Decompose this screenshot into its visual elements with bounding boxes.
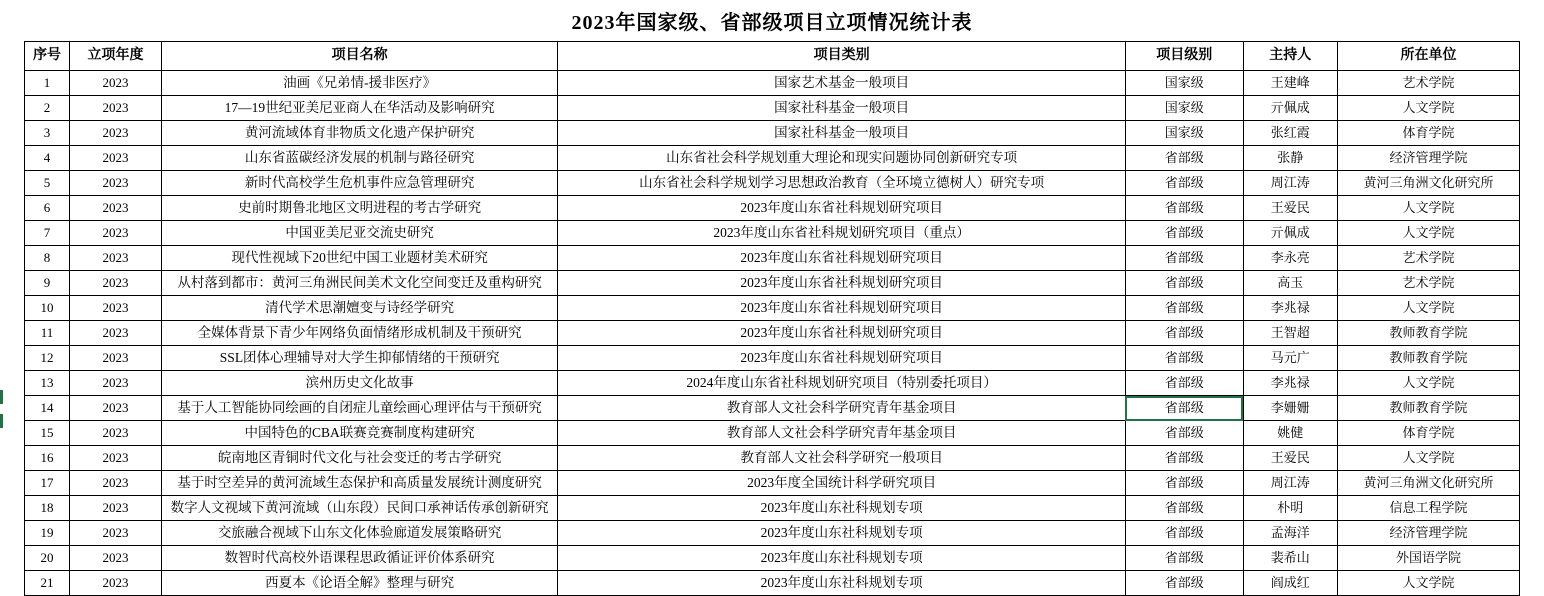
cell-host[interactable]: 王爱民 xyxy=(1243,446,1337,471)
table-row[interactable] xyxy=(25,146,1520,171)
cell-project-name[interactable]: 西夏本《论语全解》整理与研究 xyxy=(162,571,558,596)
cell-host[interactable]: 亓佩成 xyxy=(1243,221,1337,246)
cell-year[interactable]: 2023 xyxy=(69,521,161,546)
cell-project-level[interactable]: 省部级 xyxy=(1125,571,1243,596)
column-header-project-level: 项目级别 xyxy=(1125,42,1243,71)
table-row[interactable] xyxy=(25,196,1520,221)
cell-project-name[interactable]: SSL团体心理辅导对大学生抑郁情绪的干预研究 xyxy=(162,346,558,371)
cell-project-category[interactable]: 教育部人文社会科学研究青年基金项目 xyxy=(558,396,1126,421)
table-row[interactable] xyxy=(25,446,1520,471)
cell-project-level[interactable]: 省部级 xyxy=(1125,321,1243,346)
cell-host[interactable]: 张静 xyxy=(1243,146,1337,171)
cell-year[interactable]: 2023 xyxy=(69,396,161,421)
cell-year[interactable]: 2023 xyxy=(69,221,161,246)
cell-project-category[interactable]: 2023年度山东省社科规划研究项目 xyxy=(558,346,1126,371)
cell-project-level[interactable]: 省部级 xyxy=(1125,196,1243,221)
cell-seq[interactable]: 5 xyxy=(25,171,70,196)
cell-project-level[interactable]: 省部级 xyxy=(1125,371,1243,396)
cell-project-name[interactable]: 皖南地区青铜时代文化与社会变迁的考古学研究 xyxy=(162,446,558,471)
cell-year[interactable]: 2023 xyxy=(69,96,161,121)
cell-year[interactable]: 2023 xyxy=(69,571,161,596)
cell-year[interactable]: 2023 xyxy=(69,346,161,371)
cell-project-category[interactable]: 国家社科基金一般项目 xyxy=(558,121,1126,146)
cell-seq[interactable]: 15 xyxy=(25,421,70,446)
cell-seq[interactable]: 14 xyxy=(25,396,70,421)
cell-project-name[interactable]: 黄河流域体育非物质文化遗产保护研究 xyxy=(162,121,558,146)
cell-seq[interactable]: 18 xyxy=(25,496,70,521)
cell-year[interactable]: 2023 xyxy=(69,171,161,196)
cell-year[interactable]: 2023 xyxy=(69,471,161,496)
cell-host[interactable]: 李永亮 xyxy=(1243,246,1337,271)
table-row[interactable] xyxy=(25,421,1520,446)
table-header-row xyxy=(25,42,1520,71)
cell-seq[interactable]: 7 xyxy=(25,221,70,246)
cell-project-category[interactable]: 国家艺术基金一般项目 xyxy=(558,71,1126,96)
cell-seq[interactable]: 1 xyxy=(25,71,70,96)
cell-project-category[interactable]: 2023年度山东社科规划专项 xyxy=(558,546,1126,571)
cell-unit[interactable]: 人文学院 xyxy=(1337,196,1519,221)
cell-project-level[interactable]: 省部级 xyxy=(1125,421,1243,446)
row-marker xyxy=(0,390,3,404)
column-header-project-name: 项目名称 xyxy=(162,42,558,71)
cell-unit[interactable]: 体育学院 xyxy=(1337,121,1519,146)
cell-host[interactable]: 王爱民 xyxy=(1243,196,1337,221)
column-header-host: 主持人 xyxy=(1243,42,1337,71)
cell-project-name[interactable]: 史前时期鲁北地区文明进程的考古学研究 xyxy=(162,196,558,221)
cell-host[interactable]: 姚健 xyxy=(1243,421,1337,446)
cell-unit[interactable]: 人文学院 xyxy=(1337,571,1519,596)
table-row[interactable] xyxy=(25,121,1520,146)
cell-project-level[interactable]: 省部级 xyxy=(1125,246,1243,271)
cell-seq[interactable]: 11 xyxy=(25,321,70,346)
cell-project-name[interactable]: 从村落到都市：黄河三角洲民间美术文化空间变迁及重构研究 xyxy=(162,271,558,296)
cell-host[interactable]: 马元广 xyxy=(1243,346,1337,371)
cell-project-name[interactable]: 全媒体背景下青少年网络负面情绪形成机制及干预研究 xyxy=(162,321,558,346)
cell-project-level[interactable]: 省部级 xyxy=(1125,446,1243,471)
cell-seq[interactable]: 16 xyxy=(25,446,70,471)
table-row[interactable] xyxy=(25,171,1520,196)
cell-project-category[interactable]: 2023年度山东社科规划专项 xyxy=(558,571,1126,596)
cell-year[interactable]: 2023 xyxy=(69,121,161,146)
cell-year[interactable]: 2023 xyxy=(69,196,161,221)
cell-unit[interactable]: 人文学院 xyxy=(1337,96,1519,121)
cell-project-category[interactable]: 2024年度山东省社科规划研究项目（特别委托项目） xyxy=(558,371,1126,396)
table-row[interactable] xyxy=(25,521,1520,546)
table-row[interactable] xyxy=(25,271,1520,296)
cell-project-name[interactable]: 滨州历史文化故事 xyxy=(162,371,558,396)
cell-host[interactable]: 周江涛 xyxy=(1243,471,1337,496)
cell-year[interactable]: 2023 xyxy=(69,421,161,446)
cell-host[interactable]: 王建峰 xyxy=(1243,71,1337,96)
cell-unit[interactable]: 黄河三角洲文化研究所 xyxy=(1337,171,1519,196)
cell-project-category[interactable]: 2023年度山东省社科规划研究项目 xyxy=(558,321,1126,346)
table-row[interactable] xyxy=(25,346,1520,371)
cell-unit[interactable]: 外国语学院 xyxy=(1337,546,1519,571)
cell-unit[interactable]: 人文学院 xyxy=(1337,296,1519,321)
table-row[interactable] xyxy=(25,371,1520,396)
cell-unit[interactable]: 信息工程学院 xyxy=(1337,496,1519,521)
cell-host[interactable]: 亓佩成 xyxy=(1243,96,1337,121)
cell-seq[interactable]: 12 xyxy=(25,346,70,371)
cell-project-name[interactable]: 基于时空差异的黄河流域生态保护和高质量发展统计测度研究 xyxy=(162,471,558,496)
cell-unit[interactable]: 教师教育学院 xyxy=(1337,321,1519,346)
cell-project-level[interactable]: 省部级 xyxy=(1125,271,1243,296)
cell-year[interactable]: 2023 xyxy=(69,146,161,171)
cell-project-category[interactable]: 山东省社会科学规划重大理论和现实问题协同创新研究专项 xyxy=(558,146,1126,171)
table-row[interactable] xyxy=(25,246,1520,271)
cell-project-name[interactable]: 17—19世纪亚美尼亚商人在华活动及影响研究 xyxy=(162,96,558,121)
row-marker xyxy=(0,414,3,428)
table-row[interactable] xyxy=(25,496,1520,521)
cell-project-category[interactable]: 山东省社会科学规划学习思想政治教育（全环境立德树人）研究专项 xyxy=(558,171,1126,196)
cell-project-level[interactable]: 国家级 xyxy=(1125,96,1243,121)
cell-host[interactable]: 李兆禄 xyxy=(1243,371,1337,396)
cell-project-category[interactable]: 教育部人文社会科学研究青年基金项目 xyxy=(558,421,1126,446)
cell-project-category[interactable]: 2023年度山东省社科规划研究项目 xyxy=(558,246,1126,271)
cell-project-name[interactable]: 山东省蓝碳经济发展的机制与路径研究 xyxy=(162,146,558,171)
cell-seq[interactable]: 4 xyxy=(25,146,70,171)
table-row[interactable] xyxy=(25,471,1520,496)
cell-seq[interactable]: 21 xyxy=(25,571,70,596)
cell-unit[interactable]: 人文学院 xyxy=(1337,221,1519,246)
cell-project-category[interactable]: 2023年度山东省社科规划研究项目（重点） xyxy=(558,221,1126,246)
cell-seq[interactable]: 19 xyxy=(25,521,70,546)
table-row[interactable] xyxy=(25,546,1520,571)
cell-project-category[interactable]: 教育部人文社会科学研究一般项目 xyxy=(558,446,1126,471)
cell-project-category[interactable]: 2023年度山东社科规划专项 xyxy=(558,521,1126,546)
table-header xyxy=(25,42,1520,71)
cell-unit[interactable]: 人文学院 xyxy=(1337,371,1519,396)
table-body xyxy=(25,71,1520,596)
cell-year[interactable]: 2023 xyxy=(69,296,161,321)
cell-unit[interactable]: 体育学院 xyxy=(1337,421,1519,446)
cell-unit[interactable]: 黄河三角洲文化研究所 xyxy=(1337,471,1519,496)
cell-year[interactable]: 2023 xyxy=(69,496,161,521)
cell-unit[interactable]: 教师教育学院 xyxy=(1337,396,1519,421)
cell-host[interactable]: 朴明 xyxy=(1243,496,1337,521)
cell-project-category[interactable]: 2023年度山东省社科规划研究项目 xyxy=(558,296,1126,321)
cell-project-level[interactable]: 省部级 xyxy=(1125,221,1243,246)
cell-project-name[interactable]: 交旅融合视域下山东文化体验廊道发展策略研究 xyxy=(162,521,558,546)
cell-unit[interactable]: 艺术学院 xyxy=(1337,246,1519,271)
cell-project-level[interactable]: 省部级 xyxy=(1125,346,1243,371)
cell-project-category[interactable]: 国家社科基金一般项目 xyxy=(558,96,1126,121)
table-row[interactable] xyxy=(25,71,1520,96)
cell-project-level[interactable]: 省部级 xyxy=(1125,546,1243,571)
column-header-unit: 所在单位 xyxy=(1337,42,1519,71)
page-title: 2023年国家级、省部级项目立项情况统计表 xyxy=(571,12,973,34)
cell-project-level[interactable]: 省部级 xyxy=(1125,496,1243,521)
table-row[interactable] xyxy=(25,296,1520,321)
cell-unit[interactable]: 艺术学院 xyxy=(1337,71,1519,96)
table-row[interactable] xyxy=(25,221,1520,246)
cell-project-name[interactable]: 油画《兄弟情-援非医疗》 xyxy=(162,71,558,96)
cell-project-name[interactable]: 现代性视域下20世纪中国工业题材美术研究 xyxy=(162,246,558,271)
project-statistics-table xyxy=(24,41,1520,596)
cell-host[interactable]: 高玉 xyxy=(1243,271,1337,296)
column-header-year: 立项年度 xyxy=(69,42,161,71)
cell-host[interactable]: 张红霞 xyxy=(1243,121,1337,146)
cell-project-category[interactable]: 2023年度全国统计科学研究项目 xyxy=(558,471,1126,496)
cell-year[interactable]: 2023 xyxy=(69,546,161,571)
table-row[interactable] xyxy=(25,571,1520,596)
cell-project-name[interactable]: 中国亚美尼亚交流史研究 xyxy=(162,221,558,246)
cell-host[interactable]: 孟海洋 xyxy=(1243,521,1337,546)
cell-project-level[interactable]: 国家级 xyxy=(1125,121,1243,146)
cell-project-level[interactable]: 省部级 xyxy=(1125,521,1243,546)
cell-host[interactable]: 周江涛 xyxy=(1243,171,1337,196)
cell-unit[interactable]: 艺术学院 xyxy=(1337,271,1519,296)
cell-seq[interactable]: 20 xyxy=(25,546,70,571)
cell-project-category[interactable]: 2023年度山东省社科规划研究项目 xyxy=(558,196,1126,221)
cell-seq[interactable]: 10 xyxy=(25,296,70,321)
cell-project-name[interactable]: 基于人工智能协同绘画的自闭症儿童绘画心理评估与干预研究 xyxy=(162,396,558,421)
cell-project-name[interactable]: 数字人文视域下黄河流域（山东段）民间口承神话传承创新研究 xyxy=(162,496,558,521)
cell-unit[interactable]: 经济管理学院 xyxy=(1337,146,1519,171)
cell-project-level[interactable]: 省部级 xyxy=(1125,296,1243,321)
column-header-project-category: 项目类别 xyxy=(558,42,1126,71)
cell-host[interactable]: 裴希山 xyxy=(1243,546,1337,571)
cell-project-level[interactable]: 国家级 xyxy=(1125,71,1243,96)
table-container xyxy=(24,41,1520,596)
cell-project-name[interactable]: 清代学术思潮嬗变与诗经学研究 xyxy=(162,296,558,321)
cell-host[interactable]: 王智超 xyxy=(1243,321,1337,346)
cell-project-level[interactable]: 省部级 xyxy=(1125,146,1243,171)
cell-seq[interactable]: 13 xyxy=(25,371,70,396)
cell-seq[interactable]: 6 xyxy=(25,196,70,221)
table-row[interactable] xyxy=(25,96,1520,121)
cell-unit[interactable]: 经济管理学院 xyxy=(1337,521,1519,546)
cell-unit[interactable]: 人文学院 xyxy=(1337,446,1519,471)
cell-host[interactable]: 李兆禄 xyxy=(1243,296,1337,321)
cell-project-name[interactable]: 中国特色的CBA联赛竞赛制度构建研究 xyxy=(162,421,558,446)
cell-seq[interactable]: 8 xyxy=(25,246,70,271)
table-row[interactable] xyxy=(25,321,1520,346)
cell-project-category[interactable]: 2023年度山东省社科规划研究项目 xyxy=(558,271,1126,296)
cell-year[interactable]: 2023 xyxy=(69,371,161,396)
cell-year[interactable]: 2023 xyxy=(69,271,161,296)
column-header-seq: 序号 xyxy=(25,42,70,71)
cell-host[interactable]: 李姗姗 xyxy=(1243,396,1337,421)
cell-project-level[interactable]: 省部级 xyxy=(1125,396,1243,421)
cell-project-level[interactable]: 省部级 xyxy=(1125,171,1243,196)
cell-seq[interactable]: 2 xyxy=(25,96,70,121)
table-row[interactable] xyxy=(25,396,1520,421)
cell-project-category[interactable]: 2023年度山东社科规划专项 xyxy=(558,496,1126,521)
cell-project-name[interactable]: 新时代高校学生危机事件应急管理研究 xyxy=(162,171,558,196)
cell-seq[interactable]: 9 xyxy=(25,271,70,296)
cell-year[interactable]: 2023 xyxy=(69,246,161,271)
cell-year[interactable]: 2023 xyxy=(69,71,161,96)
cell-host[interactable]: 阎成红 xyxy=(1243,571,1337,596)
cell-year[interactable]: 2023 xyxy=(69,446,161,471)
cell-unit[interactable]: 教师教育学院 xyxy=(1337,346,1519,371)
cell-year[interactable]: 2023 xyxy=(69,321,161,346)
cell-project-name[interactable]: 数智时代高校外语课程思政循证评价体系研究 xyxy=(162,546,558,571)
cell-project-level[interactable]: 省部级 xyxy=(1125,471,1243,496)
cell-seq[interactable]: 3 xyxy=(25,121,70,146)
cell-seq[interactable]: 17 xyxy=(25,471,70,496)
